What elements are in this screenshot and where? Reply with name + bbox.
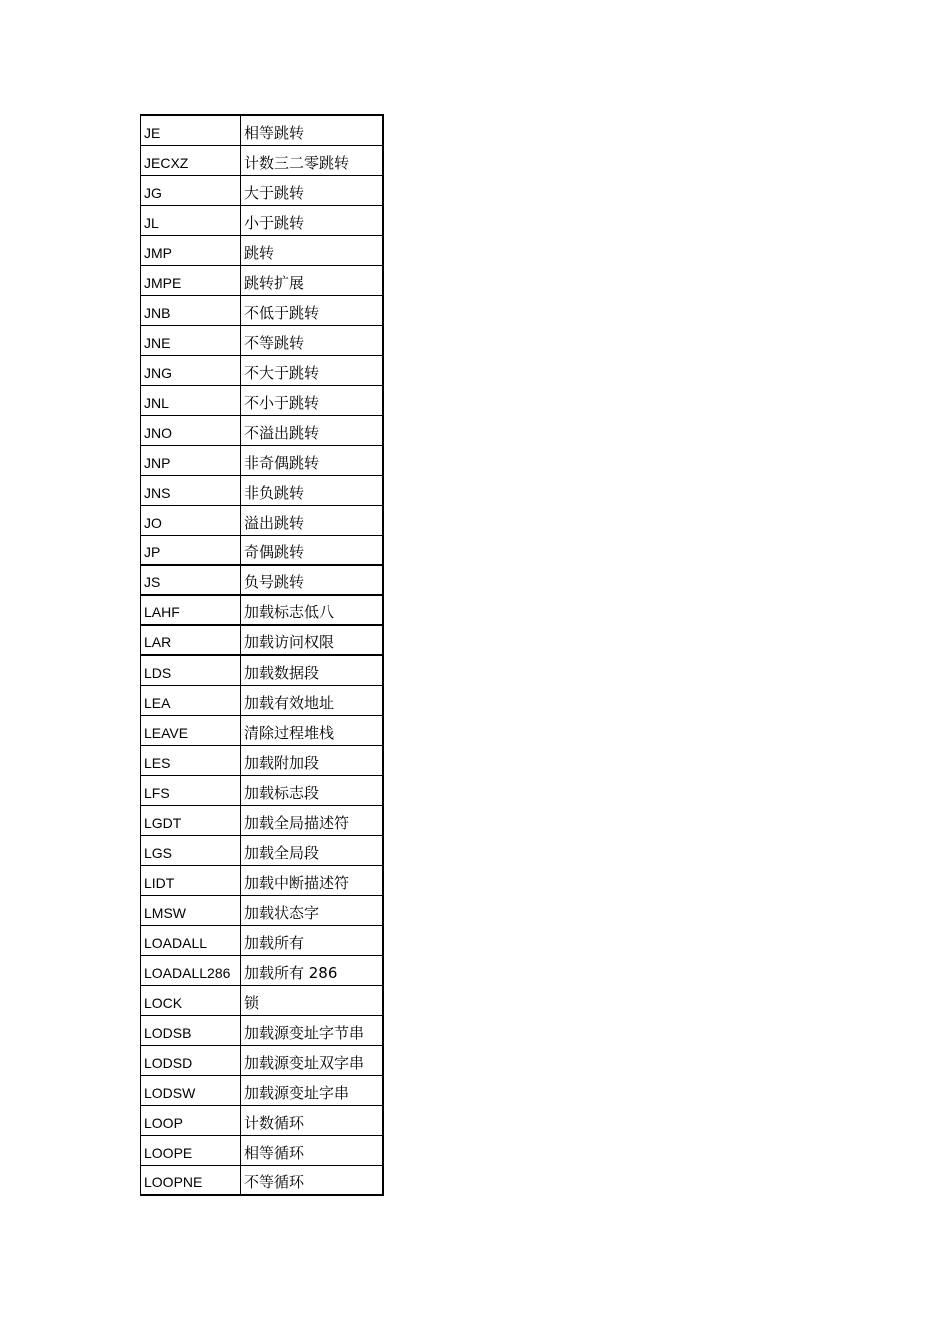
mnemonic-cell: LOCK bbox=[141, 985, 241, 1015]
mnemonic-cell: JNB bbox=[141, 295, 241, 325]
table-row bbox=[141, 1015, 383, 1045]
mnemonic-cell: LAR bbox=[141, 625, 241, 655]
description-cell: 加载所有 bbox=[241, 925, 383, 955]
table-row bbox=[141, 385, 383, 415]
table-row bbox=[141, 175, 383, 205]
description-cell: 溢出跳转 bbox=[241, 505, 383, 535]
description-cell: 加载源变址双字串 bbox=[241, 1045, 383, 1075]
description-cell: 加载所有 286 bbox=[241, 955, 383, 985]
mnemonic-cell: JS bbox=[141, 565, 241, 595]
table-row bbox=[141, 115, 383, 145]
table-row bbox=[141, 895, 383, 925]
table-row bbox=[141, 655, 383, 685]
table-row bbox=[141, 445, 383, 475]
mnemonic-cell: JNL bbox=[141, 385, 241, 415]
description-cell: 加载有效地址 bbox=[241, 685, 383, 715]
table-row bbox=[141, 745, 383, 775]
description-cell: 加载数据段 bbox=[241, 655, 383, 685]
mnemonic-cell: JE bbox=[141, 115, 241, 145]
mnemonic-cell: LAHF bbox=[141, 595, 241, 625]
mnemonic-cell: LGS bbox=[141, 835, 241, 865]
mnemonic-cell: JNG bbox=[141, 355, 241, 385]
mnemonic-cell: LODSD bbox=[141, 1045, 241, 1075]
table-row bbox=[141, 505, 383, 535]
mnemonic-cell: LEAVE bbox=[141, 715, 241, 745]
table-row bbox=[141, 415, 383, 445]
mnemonic-cell: LFS bbox=[141, 775, 241, 805]
description-cell: 非奇偶跳转 bbox=[241, 445, 383, 475]
mnemonic-cell: JMPE bbox=[141, 265, 241, 295]
mnemonic-cell: JNP bbox=[141, 445, 241, 475]
description-cell: 清除过程堆栈 bbox=[241, 715, 383, 745]
mnemonic-cell: LMSW bbox=[141, 895, 241, 925]
table-row bbox=[141, 1075, 383, 1105]
table-row bbox=[141, 625, 383, 655]
table-row bbox=[141, 955, 383, 985]
mnemonic-cell: JNE bbox=[141, 325, 241, 355]
mnemonic-cell: JG bbox=[141, 175, 241, 205]
table-row bbox=[141, 865, 383, 895]
description-cell: 计数循环 bbox=[241, 1105, 383, 1135]
table-row bbox=[141, 535, 383, 565]
mnemonic-cell: LOOPNE bbox=[141, 1165, 241, 1195]
instruction-table bbox=[140, 114, 384, 1196]
mnemonic-cell: JP bbox=[141, 535, 241, 565]
mnemonic-cell: JMP bbox=[141, 235, 241, 265]
description-cell: 加载附加段 bbox=[241, 745, 383, 775]
description-cell: 不溢出跳转 bbox=[241, 415, 383, 445]
table-row bbox=[141, 925, 383, 955]
table-row bbox=[141, 1135, 383, 1165]
description-cell: 跳转 bbox=[241, 235, 383, 265]
description-cell: 不低于跳转 bbox=[241, 295, 383, 325]
description-cell: 不小于跳转 bbox=[241, 385, 383, 415]
table-row bbox=[141, 775, 383, 805]
mnemonic-cell: LODSB bbox=[141, 1015, 241, 1045]
description-cell: 锁 bbox=[241, 985, 383, 1015]
table-row bbox=[141, 565, 383, 595]
table-row bbox=[141, 355, 383, 385]
description-cell: 加载全局描述符 bbox=[241, 805, 383, 835]
mnemonic-cell: LOADALL286 bbox=[141, 955, 241, 985]
table-row bbox=[141, 835, 383, 865]
table-row bbox=[141, 715, 383, 745]
mnemonic-cell: LOADALL bbox=[141, 925, 241, 955]
description-cell: 加载标志低八 bbox=[241, 595, 383, 625]
mnemonic-cell: JNS bbox=[141, 475, 241, 505]
description-cell: 加载中断描述符 bbox=[241, 865, 383, 895]
description-cell: 小于跳转 bbox=[241, 205, 383, 235]
table-row bbox=[141, 1105, 383, 1135]
mnemonic-cell: LOOP bbox=[141, 1105, 241, 1135]
mnemonic-cell: JECXZ bbox=[141, 145, 241, 175]
description-cell: 奇偶跳转 bbox=[241, 535, 383, 565]
table-row bbox=[141, 235, 383, 265]
description-cell: 非负跳转 bbox=[241, 475, 383, 505]
description-cell: 大于跳转 bbox=[241, 175, 383, 205]
description-cell: 跳转扩展 bbox=[241, 265, 383, 295]
description-cell: 相等循环 bbox=[241, 1135, 383, 1165]
description-cell: 不等循环 bbox=[241, 1165, 383, 1195]
mnemonic-cell: LES bbox=[141, 745, 241, 775]
description-cell: 加载源变址字节串 bbox=[241, 1015, 383, 1045]
table-row bbox=[141, 145, 383, 175]
table-row bbox=[141, 325, 383, 355]
mnemonic-cell: LIDT bbox=[141, 865, 241, 895]
mnemonic-cell: JL bbox=[141, 205, 241, 235]
description-cell: 计数三二零跳转 bbox=[241, 145, 383, 175]
mnemonic-cell: JO bbox=[141, 505, 241, 535]
table-row bbox=[141, 1165, 383, 1195]
mnemonic-cell: JNO bbox=[141, 415, 241, 445]
table-row bbox=[141, 295, 383, 325]
description-cell: 加载全局段 bbox=[241, 835, 383, 865]
table-row bbox=[141, 205, 383, 235]
table-row bbox=[141, 685, 383, 715]
table-row bbox=[141, 265, 383, 295]
mnemonic-cell: LEA bbox=[141, 685, 241, 715]
description-cell: 加载访问权限 bbox=[241, 625, 383, 655]
description-cell: 不等跳转 bbox=[241, 325, 383, 355]
description-cell: 加载源变址字串 bbox=[241, 1075, 383, 1105]
table-row bbox=[141, 1045, 383, 1075]
mnemonic-cell: LOOPE bbox=[141, 1135, 241, 1165]
mnemonic-cell: LGDT bbox=[141, 805, 241, 835]
table-row bbox=[141, 805, 383, 835]
mnemonic-cell: LODSW bbox=[141, 1075, 241, 1105]
description-cell: 相等跳转 bbox=[241, 115, 383, 145]
instruction-table-body bbox=[141, 115, 383, 1195]
description-cell: 加载标志段 bbox=[241, 775, 383, 805]
table-row bbox=[141, 985, 383, 1015]
mnemonic-cell: LDS bbox=[141, 655, 241, 685]
description-cell: 不大于跳转 bbox=[241, 355, 383, 385]
description-cell: 负号跳转 bbox=[241, 565, 383, 595]
table-row bbox=[141, 475, 383, 505]
table-row bbox=[141, 595, 383, 625]
description-cell: 加载状态字 bbox=[241, 895, 383, 925]
